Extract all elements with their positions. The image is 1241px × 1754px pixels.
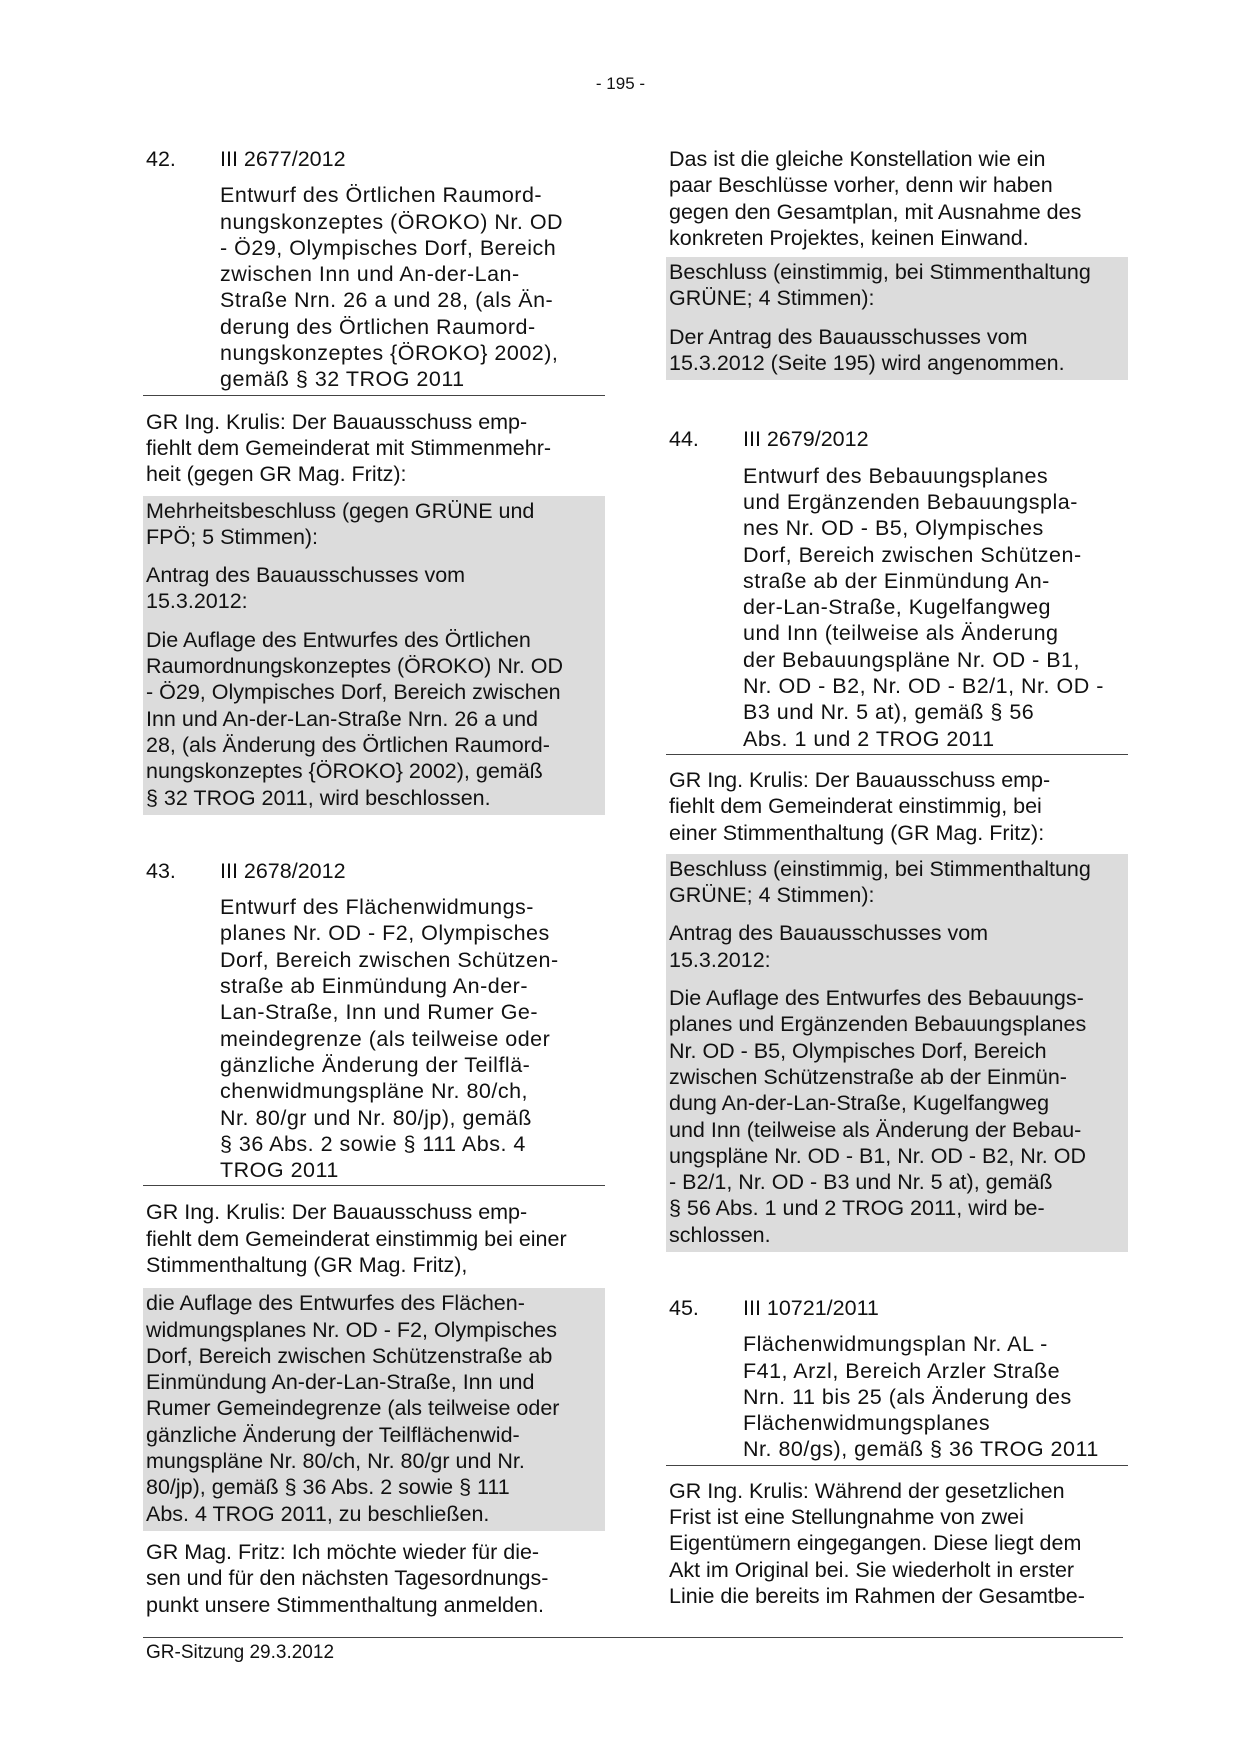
item-reference: III 2678/2012 bbox=[220, 858, 346, 883]
resolution-text bbox=[146, 1290, 602, 1527]
text-line: Nrn. 11 bis 25 (als Änderung des bbox=[743, 1384, 1072, 1409]
text-line: GR Ing. Krulis: Der Bauausschuss emp- bbox=[146, 1200, 528, 1225]
item-42-rule bbox=[143, 395, 605, 396]
text-line: Dorf, Bereich zwischen Schützen- bbox=[220, 947, 559, 972]
resolution-text bbox=[146, 627, 602, 811]
text-line: mungspläne Nr. 80/ch, Nr. 80/gr und Nr. bbox=[146, 1449, 525, 1474]
text-line: sen und für den nächsten Tagesordnungs- bbox=[146, 1566, 549, 1591]
text-line: planes Nr. OD - F2, Olympisches bbox=[220, 921, 550, 946]
text-line: Mehrheitsbeschluss (gegen GRÜNE und bbox=[146, 498, 535, 523]
item-45-title bbox=[743, 1331, 1125, 1462]
item-43-remark bbox=[146, 1539, 602, 1618]
text-line: konkreten Projektes, keinen Einwand. bbox=[669, 225, 1029, 250]
text-line: fiehlt dem Gemeinderat einstimmig bei einer bbox=[146, 1226, 567, 1251]
text-line: der-Lan-Straße, Kugelfangweg bbox=[743, 595, 1052, 620]
text-line: § 32 TROG 2011, wird beschlossen. bbox=[146, 785, 491, 810]
intro-decision-block bbox=[666, 257, 1128, 380]
text-line: GR Mag. Fritz: Ich möchte wieder für die- bbox=[146, 1539, 540, 1564]
text-line: Raumordnungskonzeptes (ÖROKO) Nr. OD bbox=[146, 654, 564, 679]
intro-text bbox=[669, 146, 1125, 251]
footer-rule bbox=[143, 1637, 1123, 1638]
text-line: GR Ing. Krulis: Während der gesetzlichen bbox=[669, 1478, 1065, 1503]
text-line: 15.3.2012 (Seite 195) wird angenommen. bbox=[669, 351, 1065, 376]
item-44-rule bbox=[666, 754, 1128, 755]
text-line: Abs. 1 und 2 TROG 2011 bbox=[743, 726, 995, 751]
text-line: Dorf, Bereich zwischen Schützen- bbox=[743, 542, 1082, 567]
item-reference: III 10721/2011 bbox=[743, 1295, 879, 1320]
text-line: B3 und Nr. 5 at), gemäß § 56 bbox=[743, 700, 1035, 725]
text-line: nungskonzeptes {ÖROKO} 2002), bbox=[220, 341, 559, 366]
motion-text bbox=[146, 562, 602, 615]
text-line: derung des Örtlichen Raumord- bbox=[220, 314, 536, 339]
text-line: - Ö29, Olympisches Dorf, Bereich bbox=[220, 235, 557, 260]
item-43-heading bbox=[146, 858, 602, 884]
text-line: gänzliche Änderung der Teilflä- bbox=[220, 1052, 531, 1077]
result-text bbox=[669, 324, 1125, 377]
motion-text bbox=[669, 920, 1125, 973]
text-line: die Auflage des Entwurfes des Flächen- bbox=[146, 1291, 525, 1316]
item-reference: III 2677/2012 bbox=[220, 147, 346, 171]
resolution-text bbox=[669, 985, 1125, 1248]
text-line: TROG 2011 bbox=[220, 1158, 339, 1183]
item-number: 45. bbox=[669, 1295, 699, 1320]
text-line: GRÜNE; 4 Stimmen): bbox=[669, 286, 875, 311]
text-line: Flächenwidmungsplan Nr. AL - bbox=[743, 1332, 1048, 1357]
item-45-statement bbox=[669, 1478, 1125, 1609]
item-44-title bbox=[743, 463, 1125, 752]
text-line: ungspläne Nr. OD - B1, Nr. OD - B2, Nr. OD bbox=[669, 1143, 1086, 1168]
text-line: Nr. 80/gr und Nr. 80/jp), gemäß bbox=[220, 1105, 532, 1130]
text-line: Abs. 4 TROG 2011, zu beschließen. bbox=[146, 1501, 490, 1526]
text-line: Nr. OD - B2, Nr. OD - B2/1, Nr. OD - bbox=[743, 674, 1104, 699]
item-44-heading bbox=[669, 426, 1125, 452]
text-line: dung An-der-Lan-Straße, Kugelfangweg bbox=[669, 1091, 1050, 1116]
text-line: und Ergänzenden Bebauungspla- bbox=[743, 489, 1078, 514]
decision-text bbox=[669, 259, 1125, 312]
text-line: fiehlt dem Gemeinderat einstimmig, bei bbox=[669, 794, 1042, 819]
item-45-heading bbox=[669, 1295, 1125, 1321]
text-line: meindegrenze (als teilweise oder bbox=[220, 1026, 551, 1051]
text-line: GR Ing. Krulis: Der Bauausschuss emp- bbox=[669, 767, 1051, 792]
text-line: 15.3.2012: bbox=[146, 589, 248, 614]
item-43-rule bbox=[143, 1185, 605, 1186]
text-line: Entwurf des Örtlichen Raumord- bbox=[220, 183, 543, 208]
item-43-statement bbox=[146, 1199, 602, 1278]
item-45-rule bbox=[666, 1465, 1128, 1466]
text-line: chenwidmungspläne Nr. 80/ch, bbox=[220, 1079, 529, 1104]
text-line: 28, (als Änderung des Örtlichen Raumord- bbox=[146, 732, 550, 757]
text-line: Die Auflage des Entwurfes des Bebauungs- bbox=[669, 986, 1084, 1011]
item-42-statement bbox=[146, 409, 602, 488]
text-line: Nr. 80/gs), gemäß § 36 TROG 2011 bbox=[743, 1437, 1099, 1462]
text-line: 80/jp), gemäß § 36 Abs. 2 sowie § 111 bbox=[146, 1475, 510, 1500]
text-line: § 36 Abs. 2 sowie § 111 Abs. 4 bbox=[220, 1131, 526, 1156]
text-line: Flächenwidmungsplanes bbox=[743, 1411, 991, 1436]
text-line: und Inn (teilweise als Änderung bbox=[743, 621, 1059, 646]
text-line: zwischen Schützenstraße ab der Einmün- bbox=[669, 1064, 1067, 1089]
text-line: der Bebauungspläne Nr. OD - B1, bbox=[743, 647, 1080, 672]
text-line: Lan-Straße, Inn und Rumer Ge- bbox=[220, 1000, 539, 1025]
text-line: nungskonzeptes (ÖROKO) Nr. OD bbox=[220, 209, 564, 234]
item-42-heading bbox=[146, 146, 602, 172]
text-line: paar Beschlüsse vorher, denn wir haben bbox=[669, 173, 1053, 198]
text-line: Stimmenthaltung (GR Mag. Fritz), bbox=[146, 1252, 468, 1277]
text-line: und Inn (teilweise als Änderung der Bebau- bbox=[669, 1117, 1082, 1142]
text-line: schlossen. bbox=[669, 1222, 771, 1247]
decision-text bbox=[669, 856, 1125, 909]
text-line: F41, Arzl, Bereich Arzler Straße bbox=[743, 1358, 1061, 1383]
text-line: gegen den Gesamtplan, mit Ausnahme des bbox=[669, 199, 1082, 224]
text-line: Akt im Original bei. Sie wiederholt in erster bbox=[669, 1557, 1075, 1582]
text-line: Entwurf des Flächenwidmungs- bbox=[220, 895, 534, 920]
text-line: Antrag des Bauausschusses vom bbox=[146, 563, 466, 588]
right-column bbox=[669, 146, 1125, 1609]
text-line: straße ab der Einmündung An- bbox=[743, 568, 1050, 593]
text-line: Einmündung An-der-Lan-Straße, Inn und bbox=[146, 1370, 535, 1395]
text-line: widmungsplanes Nr. OD - F2, Olympisches bbox=[146, 1317, 558, 1342]
text-line: heit (gegen GR Mag. Fritz): bbox=[146, 462, 407, 487]
text-line: zwischen Inn und An-der-Lan- bbox=[220, 262, 520, 287]
text-line: Entwurf des Bebauungsplanes bbox=[743, 463, 1049, 488]
text-line: - B2/1, Nr. OD - B3 und Nr. 5 at), gemäß bbox=[669, 1170, 1053, 1195]
item-number: 42. bbox=[146, 147, 176, 171]
item-43-title bbox=[220, 894, 602, 1183]
text-line: Der Antrag des Bauausschusses vom bbox=[669, 324, 1028, 349]
text-line: Nr. OD - B5, Olympisches Dorf, Bereich bbox=[669, 1038, 1047, 1063]
text-line: - Ö29, Olympisches Dorf, Bereich zwischen bbox=[146, 680, 561, 705]
text-line: § 56 Abs. 1 und 2 TROG 2011, wird be- bbox=[669, 1196, 1045, 1221]
footer-session: GR-Sitzung 29.3.2012 bbox=[146, 1642, 335, 1663]
text-line: Inn und An-der-Lan-Straße Nrn. 26 a und bbox=[146, 706, 539, 731]
item-number: 44. bbox=[669, 427, 699, 452]
text-line: Eigentümern eingegangen. Diese liegt dem bbox=[669, 1531, 1082, 1556]
text-line: GRÜNE; 4 Stimmen): bbox=[669, 883, 875, 908]
text-line: punkt unsere Stimmenthaltung anmelden. bbox=[146, 1592, 544, 1617]
text-line: nes Nr. OD - B5, Olympisches bbox=[743, 516, 1044, 541]
item-number: 43. bbox=[146, 858, 176, 883]
decision-text bbox=[146, 498, 602, 551]
text-line: Das ist die gleiche Konstellation wie ein bbox=[669, 147, 1046, 171]
text-line: Beschluss (einstimmig, bei Stimmenthaltung bbox=[669, 856, 1091, 881]
text-line: fiehlt dem Gemeinderat mit Stimmenmehr- bbox=[146, 435, 552, 460]
text-line: planes und Ergänzenden Bebauungsplanes bbox=[669, 1012, 1087, 1037]
item-reference: III 2679/2012 bbox=[743, 427, 869, 452]
text-line: einer Stimmenthaltung (GR Mag. Fritz): bbox=[669, 820, 1045, 845]
text-line: Dorf, Bereich zwischen Schützenstraße ab bbox=[146, 1343, 553, 1368]
left-column bbox=[146, 146, 602, 1618]
text-line: Rumer Gemeindegrenze (als teilweise oder bbox=[146, 1396, 560, 1421]
item-44-decision-block bbox=[666, 854, 1128, 1252]
item-44-statement bbox=[669, 767, 1125, 846]
item-42-decision-block bbox=[143, 496, 605, 815]
text-line: FPÖ; 5 Stimmen): bbox=[146, 524, 319, 549]
text-line: Die Auflage des Entwurfes des Örtlichen bbox=[146, 627, 531, 652]
text-line: Straße Nrn. 26 a und 28, (als Än- bbox=[220, 288, 554, 313]
text-line: Antrag des Bauausschusses vom bbox=[669, 921, 989, 946]
text-line: nungskonzeptes {ÖROKO} 2002), gemäß bbox=[146, 759, 543, 784]
item-43-resolution-block bbox=[143, 1288, 605, 1531]
text-line: gänzliche Änderung der Teilflächenwid- bbox=[146, 1422, 520, 1447]
text-line: gemäß § 32 TROG 2011 bbox=[220, 367, 465, 392]
text-line: straße ab Einmündung An-der- bbox=[220, 974, 528, 999]
item-42-title bbox=[220, 182, 602, 392]
text-line: GR Ing. Krulis: Der Bauausschuss emp- bbox=[146, 409, 528, 434]
text-line: 15.3.2012: bbox=[669, 947, 771, 972]
text-line: Linie die bereits im Rahmen der Gesamtbe- bbox=[669, 1583, 1085, 1608]
text-line: Frist ist eine Stellungnahme von zwei bbox=[669, 1505, 1024, 1530]
page-number: - 195 - bbox=[595, 74, 646, 93]
text-line: Beschluss (einstimmig, bei Stimmenthaltung bbox=[669, 260, 1091, 285]
